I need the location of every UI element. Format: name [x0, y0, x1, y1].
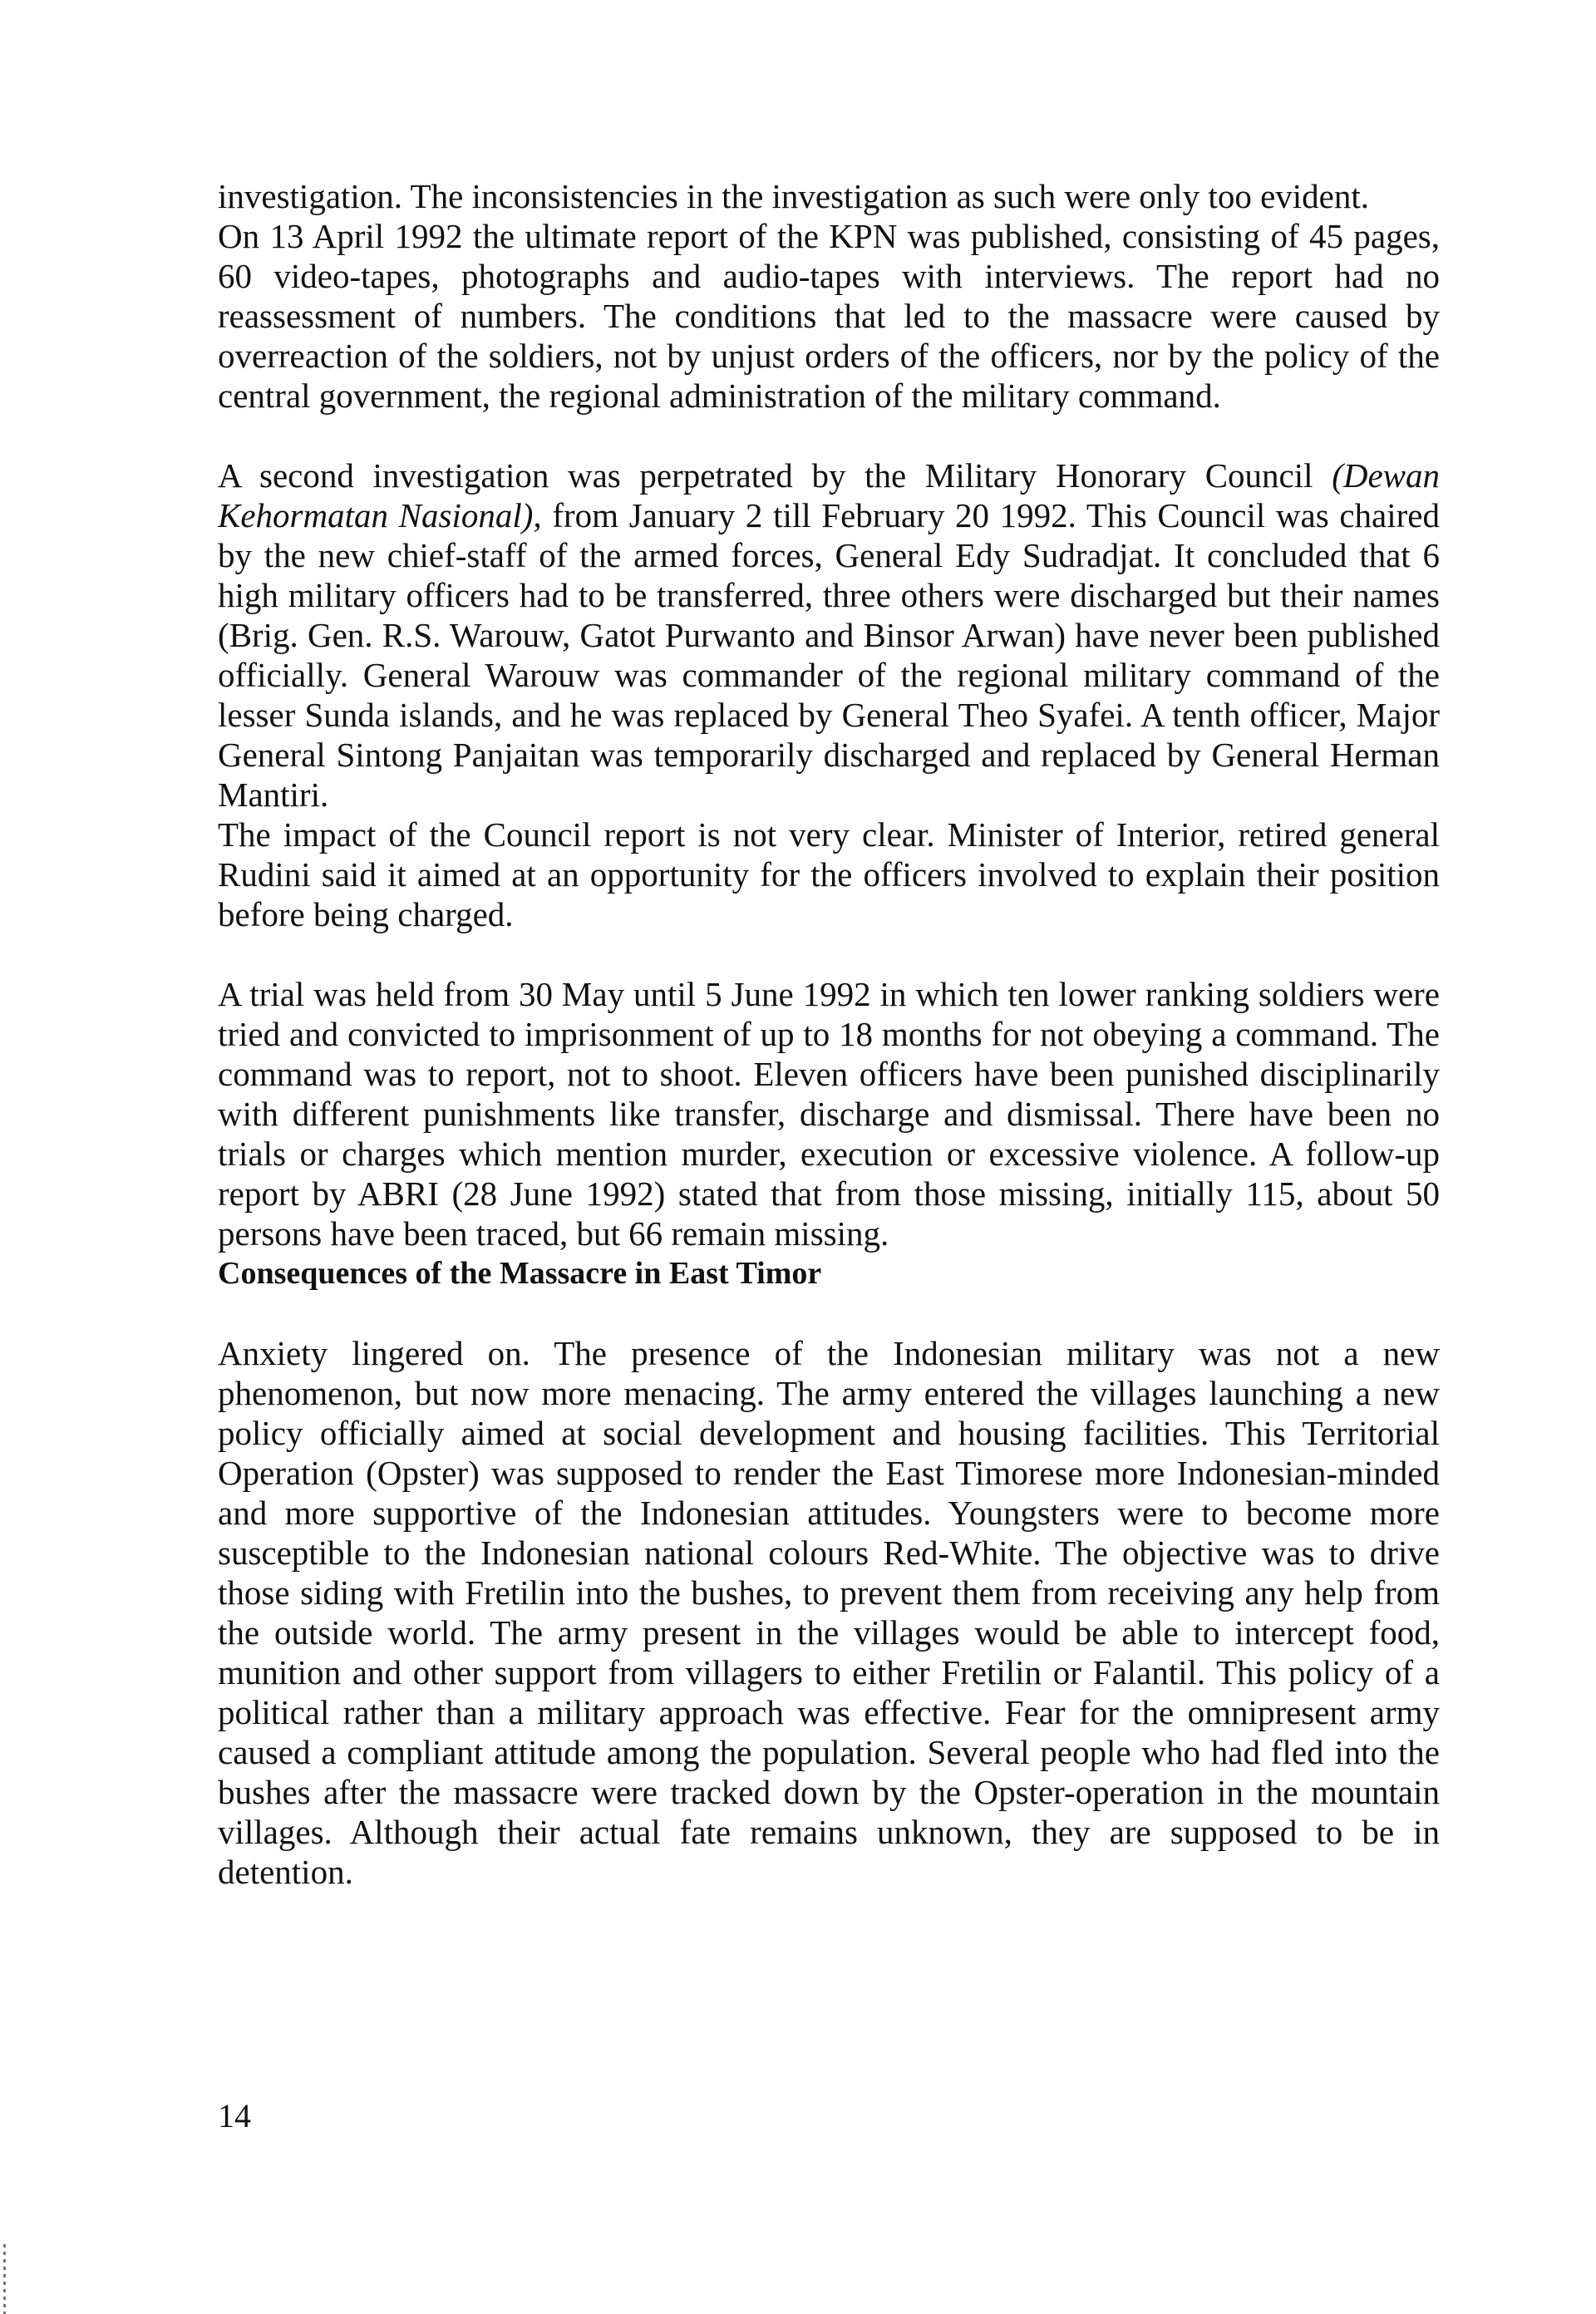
paragraph-investigation-evident: investigation. The inconsistencies in the investigation as such were only too evident.	[218, 177, 1369, 215]
page-number: 14	[218, 2097, 251, 2134]
section-heading: Consequences of the Massacre in East Timor	[218, 1256, 822, 1291]
council-text-before: A second investigation was perpetrated by the Military Honorary Council	[218, 456, 1332, 495]
paragraph-council-impact: The impact of the Council report is not very clear. Minister of Interior, retired general Rudini said it aimed at an opportunity for the officers involved to explain their position before being charged.	[218, 815, 1440, 933]
document-page	[218, 176, 1440, 1892]
paragraph-military-honorary-council	[218, 455, 1440, 815]
council-text-after: from January 2 till February 20 1992. This Council was chaired by the new chief-staff of the armed forces, General Edy Sudradjat. It concluded that 6 high military officers had to be transferred, three others were discharged but their names (Brig. Gen. R.S. Warouw, Gatot Purwanto and Binsor Arwan) have never been published officially. General Warouw was commander of the regional military command of the lesser Sunda islands, and he was replaced by General Theo Syafei. A tenth officer, Major General Sintong Panjaitan was temporarily discharged and replaced by General Herman Mantiri.	[218, 496, 1440, 814]
council-name-italic: (Dewan Kehormatan Nasional),	[218, 456, 1440, 534]
paragraph-anxiety: Anxiety lingered on. The presence of the Indonesian military was not a new phenomenon, but now more menacing. The army entered the villages launching a new policy officially aimed at social development and housing facilities. This Territorial Operation (Opster) was supposed to render the East Timorese more Indonesian-minded and more supportive of the Indonesian attitudes. Youngsters were to become more susceptible to the Indonesian national colours Red-White. The objective was to drive those siding with Fretilin into the bushes, to prevent them from receiving any help from the outside world. The army present in the villages would be able to intercept food, munition and other support from villagers to either Fretilin or Falantil. This policy of a political rather than a military approach was effective. Fear for the omnipresent army caused a compliant attitude among the population. Several people who had fled into the bushes after the massacre were tracked down by the Opster-operation in the mountain villages. Although their actual fate remains unknown, they are supposed to be in detention.	[218, 1334, 1440, 1891]
paragraph-kpn-report: On 13 April 1992 the ultimate report of the KPN was published, consisting of 45 pages, 60 video-tapes, photographs and audio-tapes with interviews. The report had no reassessment of numbers. The conditions that led to the massacre were caused by overreaction of the soldiers, not by unjust orders of the officers, nor by the policy of the central government, the regional administration of the military command.	[218, 217, 1440, 415]
scan-edge-mark	[3, 2244, 6, 2314]
paragraph-trial: A trial was held from 30 May until 5 June 1992 in which ten lower ranking soldiers were tried and convicted to imprisonment of up to 18 months for not obeying a command. The command was to report, not to shoot. Eleven officers have been punished disciplinarily with different punishments like transfer, discharge and dismissal. There have been no trials or charges which mention murder, execution or excessive violence. A follow-up report by ABRI (28 June 1992) stated that from those missing, initially 115, about 50 persons have been traced, but 66 remain missing.	[218, 975, 1440, 1253]
